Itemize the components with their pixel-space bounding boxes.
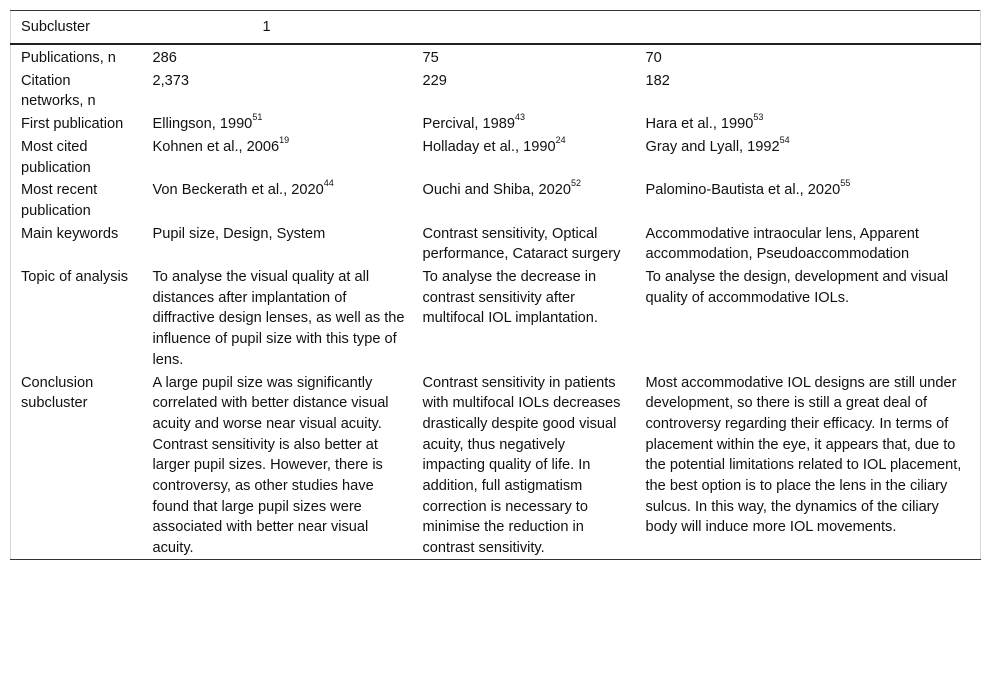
reference-number: 53 <box>753 112 764 123</box>
cell: Accommodative intraocular lens, Apparent accommodation, Pseudoaccommodation <box>645 225 919 263</box>
header-label: Subcluster <box>11 11 143 45</box>
cell: To analyse the visual quality at all distances after implantation of diffractive design lenses, as well as the influence of pupil size with this type of lens. <box>152 269 405 368</box>
citation-text: Ouchi and Shiba, 2020 <box>422 182 571 199</box>
cell: 229 <box>422 72 447 89</box>
row-label: Conclusion subcluster <box>21 374 94 412</box>
cell <box>636 135 981 178</box>
cell <box>413 178 636 221</box>
row-label: Most cited publication <box>21 138 91 176</box>
table-header-row <box>11 11 981 45</box>
cell: 75 <box>422 50 439 66</box>
row-label: Topic of analysis <box>21 269 129 286</box>
reference-number: 44 <box>323 178 334 189</box>
cell: Pupil size, Design, System <box>152 225 326 242</box>
table-row <box>11 178 981 221</box>
table-row <box>11 112 981 135</box>
cell: To analyse the design, development and visual quality of accommodative IOLs. <box>645 269 949 306</box>
citation-text: Hara et al., 1990 <box>645 116 754 133</box>
table-row <box>11 371 981 560</box>
row-label: Publications, n <box>21 50 116 66</box>
cell: 2,373 <box>152 72 190 89</box>
cell: Contrast sensitivity in patients with multifocal IOLs decreases drastically despite good visual acuity, thus negatively impacting quality of life. In addition, full astigmatism correction is necessary to minimise the reduction in contrast sensitivity. <box>422 374 621 557</box>
cell <box>143 135 413 178</box>
table-row <box>11 135 981 178</box>
cell <box>143 178 413 221</box>
cell: 286 <box>152 50 177 66</box>
citation-text: Gray and Lyall, 1992 <box>645 138 780 155</box>
row-label: Citation networks, n <box>21 72 96 110</box>
cell <box>636 178 981 221</box>
reference-number: 19 <box>279 134 290 145</box>
table-row <box>11 44 981 69</box>
citation-text: Palomino-Bautista et al., 2020 <box>645 182 841 199</box>
reference-number: 24 <box>555 134 566 145</box>
subcluster-table <box>10 10 981 560</box>
cell <box>143 112 413 135</box>
citation-text: Von Beckerath et al., 2020 <box>152 182 324 199</box>
cell <box>636 112 981 135</box>
header-value: 1 <box>143 11 413 45</box>
cell: 182 <box>645 72 670 89</box>
cell: To analyse the decrease in contrast sensitivity after multifocal IOL implantation. <box>422 269 598 327</box>
reference-number: 51 <box>252 112 263 123</box>
reference-number: 52 <box>570 178 581 189</box>
table-row <box>11 69 981 112</box>
citation-text: Percival, 1989 <box>422 116 515 133</box>
row-label: First publication <box>21 116 124 133</box>
reference-number: 43 <box>514 112 525 123</box>
citation-text: Kohnen et al., 2006 <box>152 138 280 155</box>
citation-text: Ellingson, 1990 <box>152 116 253 133</box>
reference-number: 54 <box>779 134 790 145</box>
citation-text: Holladay et al., 1990 <box>422 138 556 155</box>
cell <box>413 135 636 178</box>
cell: A large pupil size was significantly correlated with better distance visual acuity and worse near visual acuity. Contrast sensitivity is also better at larger pupil sizes. However, there is controversy, as other studies have found that large pupil sizes were associated with better near visual acuity. <box>152 374 389 557</box>
cell <box>413 112 636 135</box>
cell: Contrast sensitivity, Optical performance, Cataract surgery <box>422 225 621 263</box>
cell: Most accommodative IOL designs are still under development, so there is still a great deal of controversy regarding their efficacy. In terms of placement within the eye, it appears that, due to the potential limitations related to IOL placement, the best option is to place the lens in the ciliary sulcus. In this way, the dynamics of the ciliary body will induce more IOL movements. <box>645 374 962 536</box>
table-row <box>11 222 981 265</box>
row-label: Main keywords <box>21 225 119 242</box>
reference-number: 55 <box>840 178 851 189</box>
row-label: Most recent publication <box>21 182 98 219</box>
table-row <box>11 265 981 371</box>
cell: 70 <box>645 50 662 66</box>
